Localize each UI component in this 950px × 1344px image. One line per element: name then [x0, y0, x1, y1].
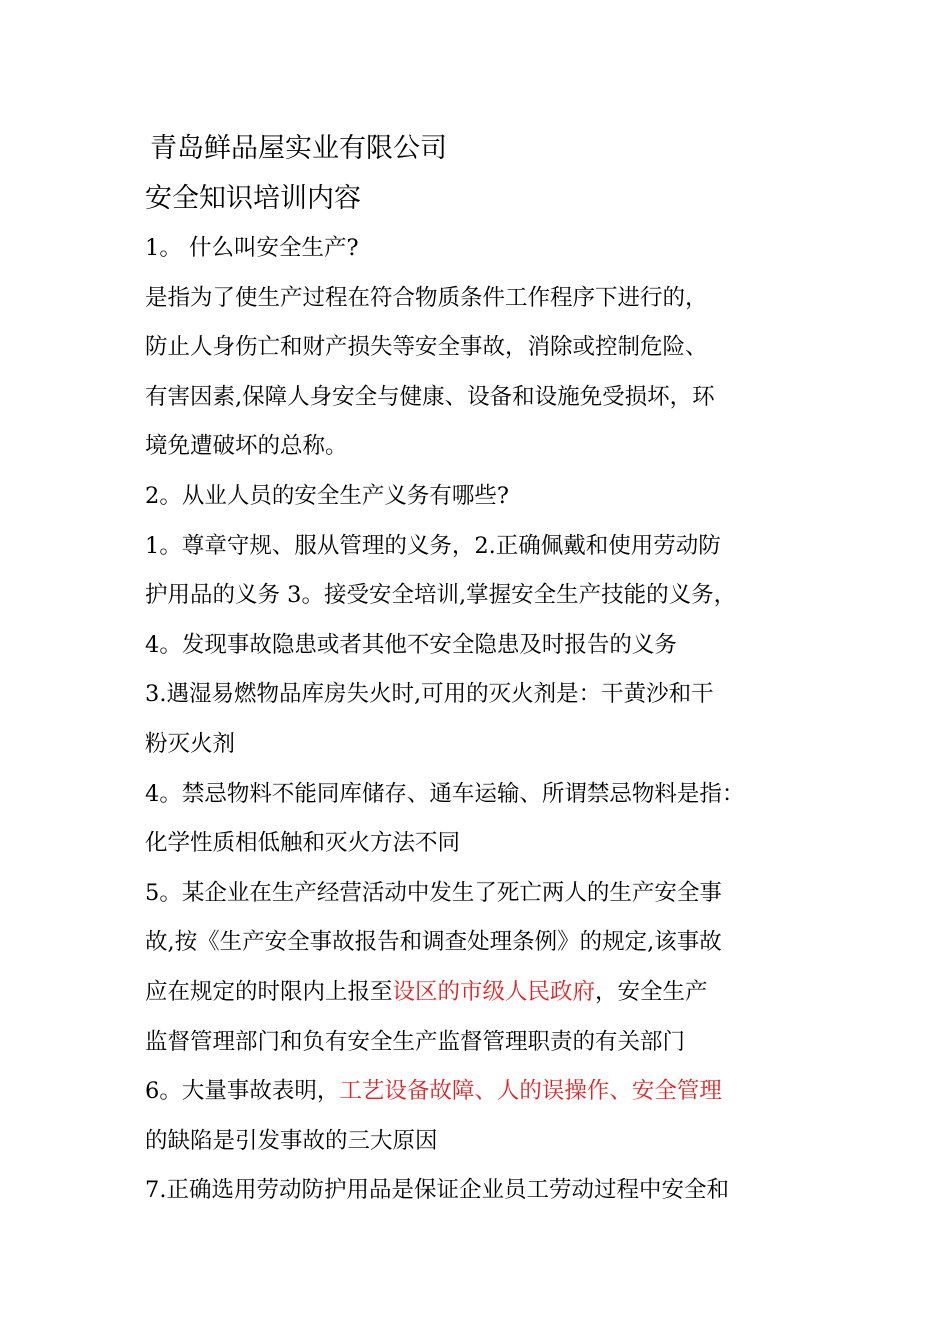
item-4-line-2: 化学性质相低触和灭火方法不同: [145, 830, 461, 857]
question-1: 1。 什么叫安全生产?: [145, 235, 359, 261]
answer-2-line-3: 4。发现事故隐患或者其他不安全隐患及时报告的义务: [145, 631, 677, 658]
answer-1-line-2: 防止人身伤亡和财产损失等安全事故，消除或控制危险、: [145, 334, 708, 361]
item-5-line-2: 故,按《生产安全事故报告和调查处理条例》的规定,该事故: [145, 929, 722, 956]
item-4-line-1: 4。禁忌物料不能同库储存、通车运输、所谓禁忌物料是指：: [145, 780, 745, 807]
highlight-government: 设区的市级人民政府: [392, 978, 596, 1005]
document-body: [145, 124, 825, 1216]
question-2: 2。从业人员的安全生产义务有哪些?: [145, 482, 509, 509]
item-5-line-3-text: 应在规定的时限内上报至: [145, 978, 393, 1005]
company-name: 青岛鲜品屋实业有限公司: [150, 133, 447, 164]
answer-1-line-4: 境免遭破坏的总称。: [145, 433, 348, 460]
item-6-line-2: 的缺陷是引发事故的三大原因: [145, 1127, 438, 1154]
answer-1-line-3: 有害因素,保障人身安全与健康、设备和设施免受损坏，环: [145, 383, 715, 410]
item-3-line-1: 3.遇湿易燃物品库房失火时,可用的灭火剂是：干黄沙和干: [145, 681, 714, 708]
item-5-line-3: [145, 968, 825, 1018]
highlight-three-causes: 工艺设备故障、人的误操作、安全管理: [339, 1078, 722, 1105]
item-6-line-1: [145, 1067, 825, 1117]
item-3-line-2: 粉灭火剂: [145, 730, 236, 757]
item-6-line-1-text: 6。大量事故表明，: [145, 1078, 340, 1105]
answer-2-line-1: 1。尊章守规、服从管理的义务，2.正确佩戴和使用劳动防: [145, 532, 721, 559]
item-5-line-1: 5。某企业在生产经营活动中发生了死亡两人的生产安全事: [145, 879, 722, 906]
item-5-line-3-tail: ，安全生产: [595, 978, 708, 1005]
item-5-line-4: 监督管理部门和负有安全生产监督管理职责的有关部门: [145, 1028, 686, 1055]
item-7-line-1: 7.正确选用劳动防护用品是保证企业员工劳动过程中安全和: [145, 1177, 729, 1204]
answer-1-line-1: 是指为了使生产过程在符合物质条件工作程序下进行的，: [145, 284, 708, 311]
answer-2-line-2: 护用品的义务 3。接受安全培训,掌握安全生产技能的义务，: [145, 582, 737, 609]
document-title: 安全知识培训内容: [145, 183, 361, 214]
